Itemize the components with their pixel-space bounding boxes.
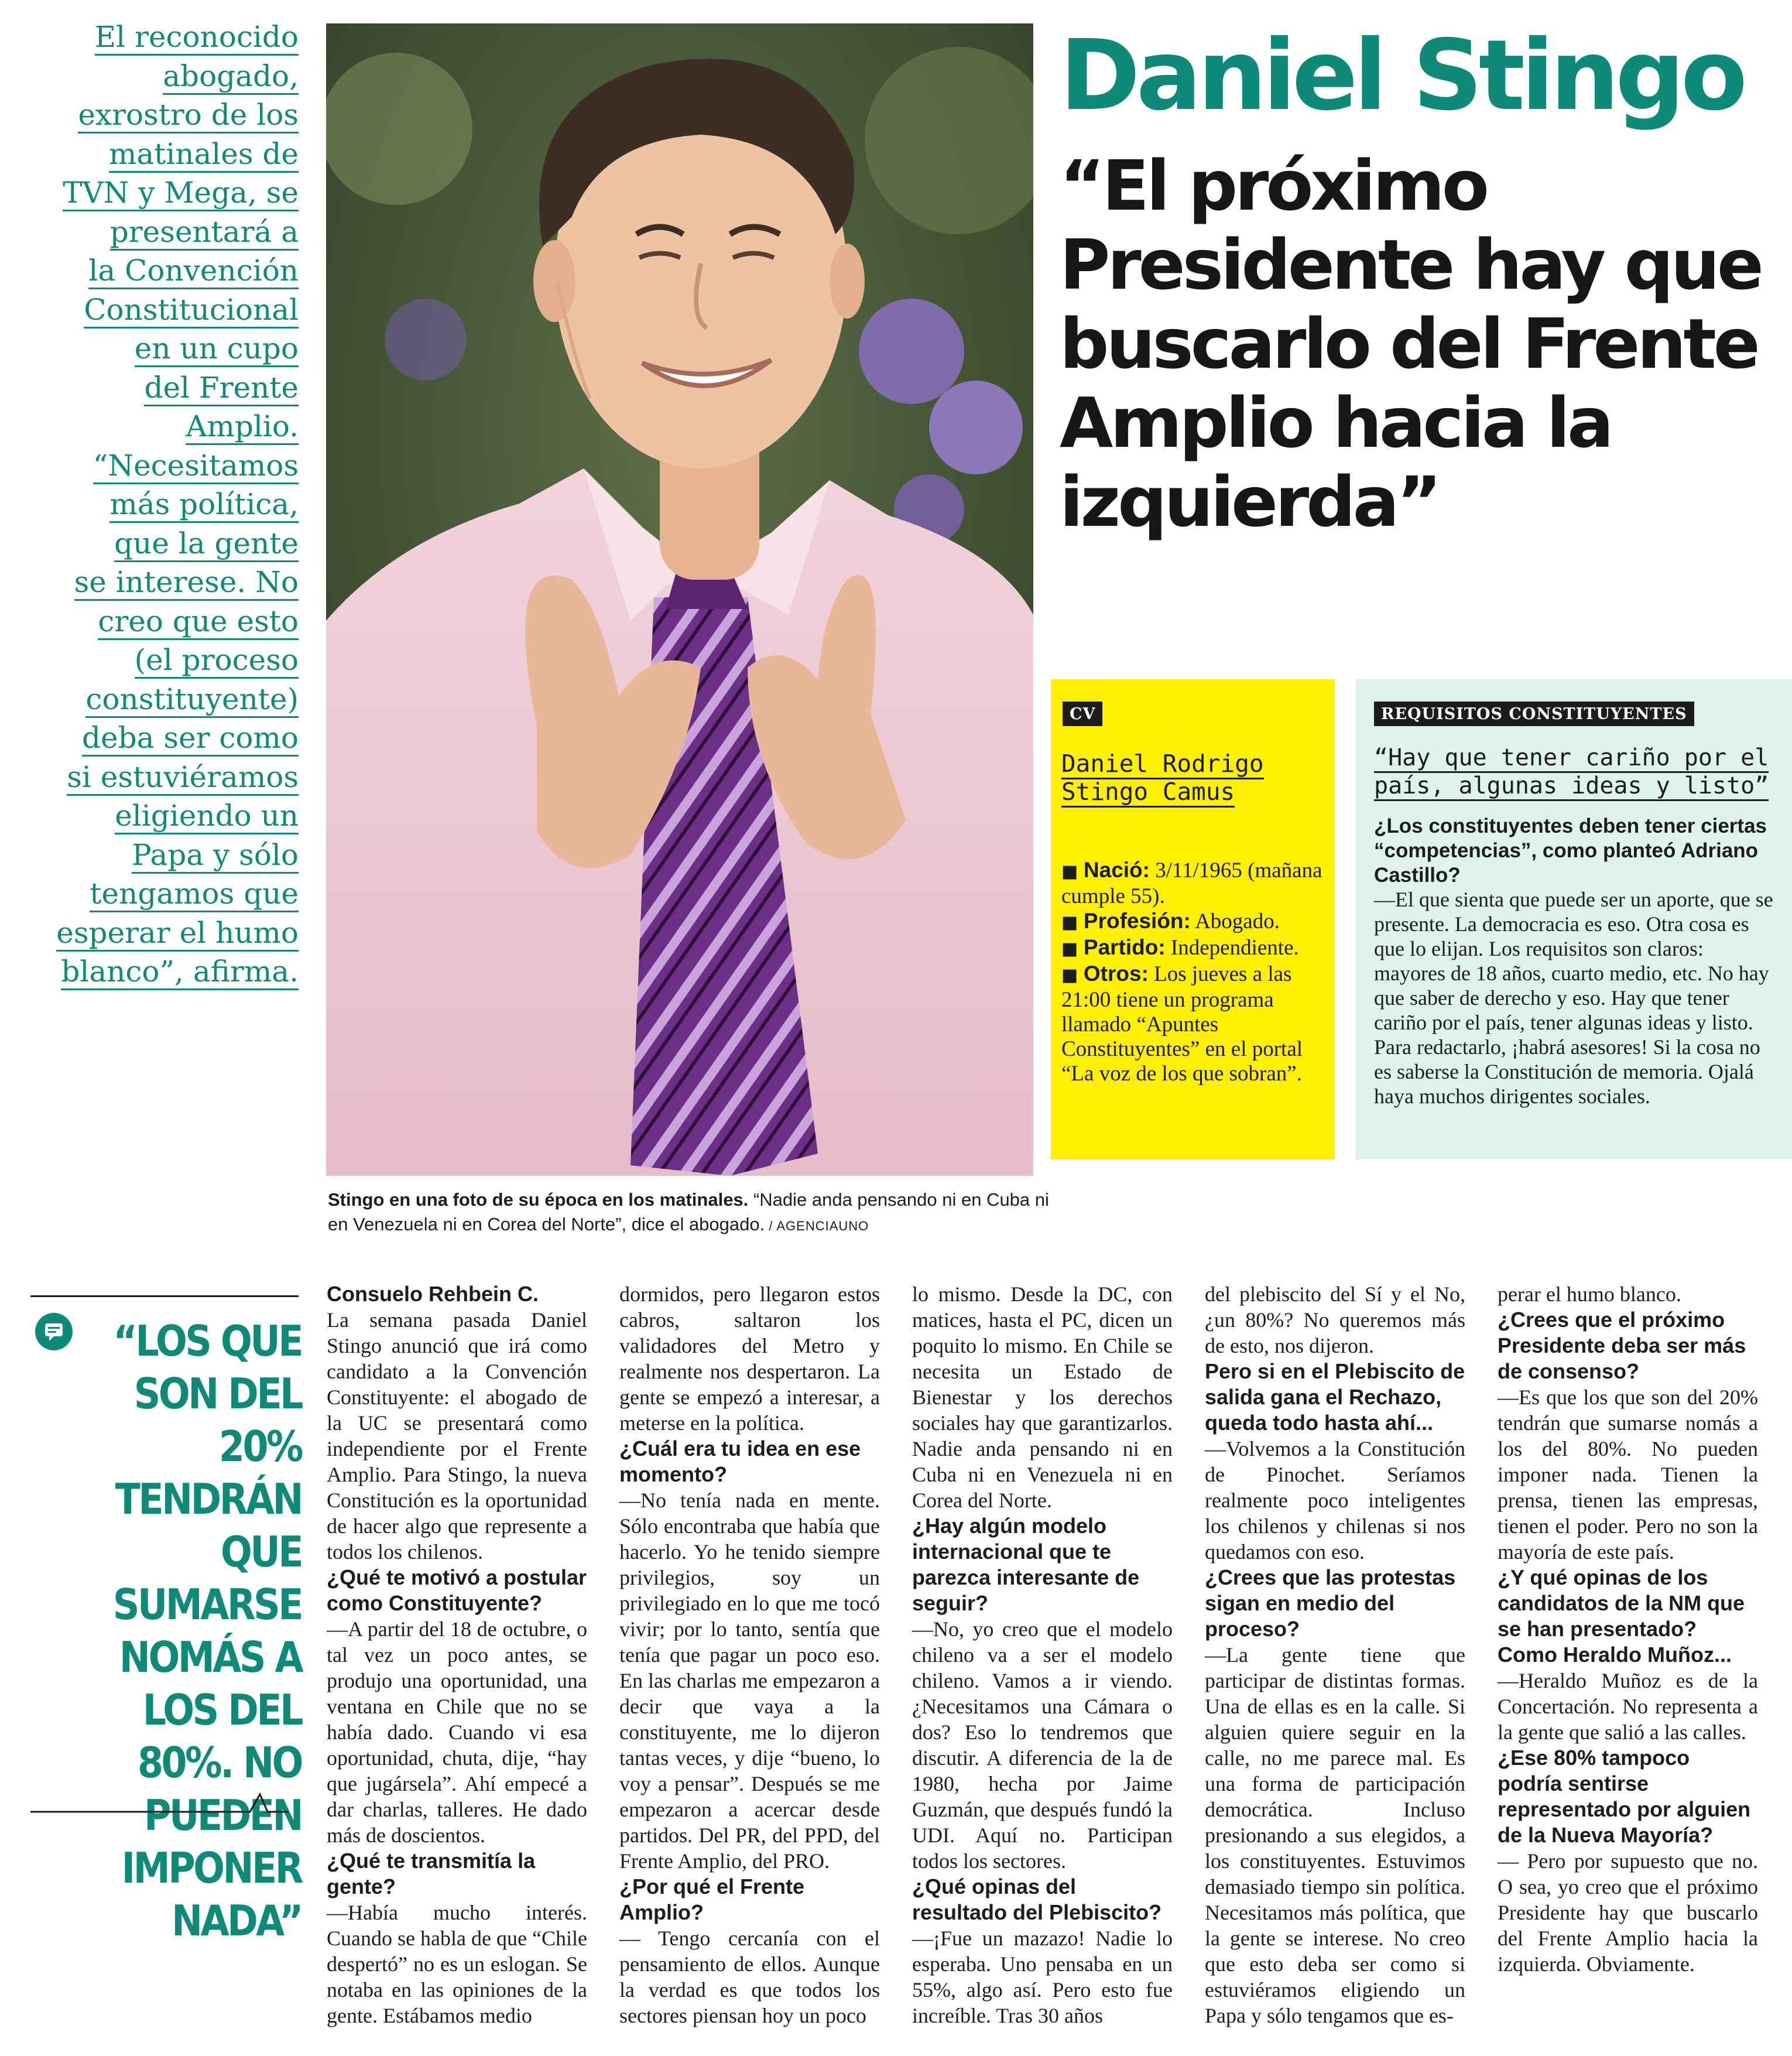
interview-question: ¿Qué opinas del resultado del Plebiscito? <box>912 1874 1162 1924</box>
cv-item <box>1061 858 1328 909</box>
square-bullet-icon: ■ <box>1061 912 1084 933</box>
deck-line: blanco”, afirma. <box>61 955 299 990</box>
interview-question: ¿Y qué opinas de los candidatos de la NM que se han presentado? Como Heraldo Muñoz... <box>1498 1565 1745 1667</box>
article-paragraph: —La gente tiene que participar de distintas formas. Una de ellas es en la calle. Si alguien quiere seguir en la calle, no me parece mal. Es una forma de participación democrática. Incluso presionando a sus elegidos, a los constituyentes. Estuvimos demasiado tiempo sin política. Necesitamos más política, que la gente se interese. No creo que esto deba ser como si estuviéramos eligiendo un Papa y sólo tengamos que es- <box>1205 1643 1465 2027</box>
square-bullet-icon: ■ <box>1061 939 1084 959</box>
deck-line: Constitucional <box>84 293 299 329</box>
article-column-3 <box>912 1281 1173 2028</box>
cv-item-text: Abogado. <box>1190 909 1280 933</box>
cv-item <box>1061 962 1328 1086</box>
deck-line: esperar el humo <box>56 916 299 952</box>
requisitos-box <box>1355 679 1792 1159</box>
cv-item-label: Profesión: <box>1083 909 1191 933</box>
headline-quote: “El próximo Presidente hay que buscarlo del Frente Amplio hacia la izquierda” <box>1060 145 1761 542</box>
cv-item-text: 3/11/1965 (mañana cumple 55). <box>1061 858 1322 908</box>
portrait-photo <box>326 23 1033 1176</box>
article-paragraph: del plebiscito del Sí y el No, ¿un 80%? No queremos más de esto, nos dijeron. <box>1205 1282 1465 1357</box>
pullquote-top-rule <box>30 1295 299 1297</box>
interview-question: ¿Ese 80% tampoco podría sentirse representado por alguien de la Nueva Mayoría? <box>1498 1746 1751 1847</box>
deck-line: “Necesitamos <box>93 449 299 484</box>
interview-question: ¿Qué te transmitía la gente? <box>327 1849 536 1898</box>
square-bullet-icon: ■ <box>1061 965 1084 986</box>
caption-text: “Nadie anda pensando ni en Cuba ni en Venezuela ni en Corea del Norte”, dice el abogado. <box>328 1189 1049 1234</box>
article-paragraph: —Había mucho interés. Cuando se habla de que “Chile despertó” no es un eslogan. Se notaba en las opiniones de la gente. Estábamos medio <box>327 1901 587 2027</box>
interview-question: ¿Qué te motivó a postular como Constituyente? <box>327 1565 587 1615</box>
deck-line: en un cupo <box>135 331 299 367</box>
article-paragraph: dormidos, pero llegaron estos cabros, saltaron los validadores del Metro y realmente nos despertaron. La gente se empezó a interesar, a meterse en la política. <box>619 1282 880 1435</box>
deck-line: Papa y sólo <box>132 838 299 874</box>
cv-tag: CV <box>1063 702 1102 726</box>
article-paragraph: La semana pasada Daniel Stingo anunció que irá como candidato a la Convención Constituyente: el abogado de la UC se presentará como independiente por el Frente Amplio. Para Stingo, la nueva Constitución es la oportunidad de hacer algo que represente a todos los chilenos. <box>327 1308 587 1564</box>
deck-line: TVN y Mega, se <box>63 176 299 211</box>
pull-quote: “LOS QUE SON DEL 20% TENDRÁN QUE SUMARSE NOMÁS A LOS DEL 80%. NO PUEDEN IMPONER NADA” <box>112 1316 302 1945</box>
deck-line: más política, <box>109 487 299 523</box>
requisitos-answer: —El que sienta que puede ser un aporte, que se presente. La democracia es eso. Otra cosa es que lo elijan. Los requisitos son claros: mayores de 18 años, cuarto medio, etc. No hay que saber de derecho y eso. Hay que tener cariño por el país, tener algunas ideas y listo. Para redactarlo, ¡habrá asesores! Si la cosa no es saberse la Constitución de memoria. Ojalá haya muchos dirigentes sociales. <box>1374 888 1773 1108</box>
article-paragraph: lo mismo. Desde la DC, con matices, hasta el PC, dicen un poquito lo mismo. En Chile se necesita un Estado de Bienestar y los derechos sociales hay que garantizarlos. Nadie anda pensando ni en Cuba ni en Venezuela ni en Corea del Norte. <box>912 1282 1173 1512</box>
deck-line: del Frente <box>144 371 299 406</box>
article-column-5 <box>1498 1281 1758 1977</box>
cv-box <box>1051 679 1335 1159</box>
cv-item-label: Nació: <box>1083 858 1150 882</box>
cv-item-label: Partido: <box>1083 935 1166 959</box>
deck-line: (el proceso <box>135 643 299 679</box>
deck-line: tengamos que <box>90 877 299 912</box>
article-paragraph: —A partir del 18 de octubre, o tal vez un poco antes, se produjo una oportunidad, una ventana en Chile que no se había dado. Cuando vi esa oportunidad, chuta, dije, “hay que jugársela”. Ahí empecé a dar charlas, talleres. He dado más de doscientos. <box>327 1617 587 1847</box>
deck-line: El reconocido <box>95 20 299 56</box>
cv-item <box>1061 935 1328 962</box>
portrait-illustration <box>326 23 1033 1176</box>
article-paragraph: — Pero por supuesto que no. O sea, yo creo que el próximo Presidente hay que buscarlo del Frente Amplio hacia la izquierda. Obviamente. <box>1498 1849 1758 1976</box>
interview-question: ¿Cuál era tu idea en ese momento? <box>619 1436 861 1486</box>
cv-full-name-text: Daniel Rodrigo Stingo Camus <box>1061 750 1264 808</box>
deck-line: que la gente <box>114 526 299 562</box>
deck-line: deba ser como <box>82 721 299 757</box>
interview-question: ¿Crees que las protestas sigan en medio del proceso? <box>1205 1565 1456 1641</box>
deck-line: presentará a <box>110 215 299 251</box>
article-column-1 <box>327 1281 587 2028</box>
deck-line: la Convención <box>88 254 299 289</box>
photo-credit: / AGENCIAUNO <box>765 1219 869 1233</box>
deck-line: si estuviéramos <box>67 760 299 796</box>
deck-line: constituyente) <box>85 682 299 718</box>
cv-list <box>1061 858 1328 1086</box>
square-bullet-icon: ■ <box>1061 861 1084 882</box>
article-paragraph: —No tenía nada en mente. Sólo encontraba que había que hacerlo. Yo he tenido siempre privilegios, soy un privilegiado en lo que me tocó vivir; por lo tanto, sentía que tenía que pagar un poco eso. En las charlas me empezaron a decir que vaya a la constituyente, me lo dijeron tantas veces, y dije “bueno, lo voy a pensar”. Después se me empezaron a acercar desde partidos. Del PR, del PPD, del Frente Amplio, del PRO. <box>619 1489 880 1873</box>
interview-question: ¿Por qué el Frente Amplio? <box>619 1874 805 1924</box>
article-paragraph: —No, yo creo que el modelo chileno va a ser el modelo chileno. Vamos a ir viendo. ¿Necesitamos una Cámara o dos? Eso lo tendremos que discutir. A diferencia de la de 1980, hecha por Jaime Guzmán, que después fundó la UDI. Aquí no. Participan todos los sectores. <box>912 1617 1173 1873</box>
deck-text <box>23 18 299 991</box>
cv-item-text: Los jueves a las 21:00 tiene un programa llamado “Apuntes Constituyentes” en el portal “La voz de los que sobran”. <box>1061 962 1303 1086</box>
article-column-2 <box>619 1281 880 2028</box>
photo-caption <box>328 1188 1054 1239</box>
article-paragraph: —¡Fue un mazazo! Nadie lo esperaba. Uno pensaba en un 55%, algo así. Pero esto fue increíble. Tras 30 años <box>912 1927 1173 2027</box>
requisitos-question: ¿Los constituyentes deben tener ciertas “competencias”, como planteó Adriano Castillo? <box>1374 815 1767 887</box>
headline-name: Daniel Stingo <box>1060 19 1744 132</box>
deck-line: creo que esto <box>98 604 299 640</box>
article-paragraph: perar el humo blanco. <box>1498 1282 1681 1306</box>
caption-lead: Stingo en una foto de su época en los matinales. <box>328 1189 749 1210</box>
interview-question: Pero si en el Plebiscito de salida gana el Rechazo, queda todo hasta ahí... <box>1205 1359 1465 1435</box>
deck-line: exrostro de los <box>78 98 299 134</box>
deck-line: eligiendo un <box>115 799 299 834</box>
requisitos-subtitle-text: “Hay que tener cariño por el país, algunas ideas y listo” <box>1374 744 1769 801</box>
cv-item-label: Otros: <box>1083 962 1149 986</box>
article-column-4 <box>1205 1281 1465 2028</box>
cv-item <box>1061 909 1328 935</box>
deck-line: matinales de <box>109 137 299 173</box>
article-paragraph: —Volvemos a la Constitución de Pinochet. Seríamos realmente poco inteligentes los chilenos y chilenas si nos quedamos con eso. <box>1205 1437 1465 1564</box>
article-paragraph: —Heraldo Muñoz es de la Concertación. No representa a la gente que salió a las calles. <box>1498 1669 1758 1744</box>
pullquote-bottom-rule <box>30 1790 301 1813</box>
interview-question: ¿Hay algún modelo internacional que te parezca interesante de seguir? <box>912 1514 1140 1615</box>
article-paragraph: — Tengo cercanía con el pensamiento de ellos. Aunque la verdad es que todos los sectores piensan hoy un poco <box>619 1927 880 2027</box>
cv-item-text: Independiente. <box>1165 936 1299 960</box>
requisitos-tag: REQUISITOS CONSTITUYENTES <box>1374 702 1694 726</box>
interview-question: ¿Crees que el próximo Presidente deba ser más de consenso? <box>1498 1308 1746 1383</box>
article-paragraph: —Es que los que son del 20% tendrán que sumarse nomás a los del 80%. No pueden imponer nada. Tienen la prensa, tienen las empresas, tienen el poder. Pero no son la mayoría de este país. <box>1498 1386 1758 1564</box>
cv-full-name <box>1061 750 1331 806</box>
requisitos-subtitle <box>1374 744 1778 800</box>
byline: Consuelo Rehbein C. <box>327 1282 539 1306</box>
deck-line: abogado, <box>163 59 299 95</box>
deck-line: Amplio. <box>186 409 299 445</box>
speech-bubble-icon <box>35 1313 73 1350</box>
deck-line: se interese. No <box>74 565 299 601</box>
